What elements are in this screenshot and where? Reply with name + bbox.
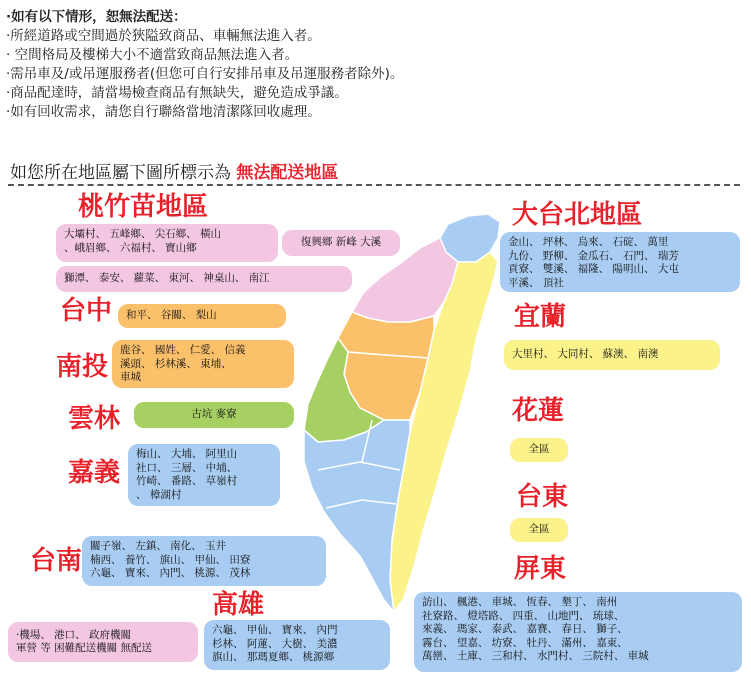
region-taipei: 大台北地區 xyxy=(512,200,643,230)
area-text: 獅潭、 泰安、 蘿菜、 東河、 神桌山、 南江 xyxy=(64,272,270,285)
dashed-divider xyxy=(8,184,740,186)
area-text: 關子嶺、 左鎮、 南化、 玉井 楠西、 養竹、 旗山、 甲仙、 田寮 六龜、 寶來、 內門、 桃源、 茂林 xyxy=(90,540,251,579)
region-chiayi: 嘉義 xyxy=(68,458,121,488)
note-line: · 空間格局及樓梯大小不適當致商品無法進入者。 xyxy=(6,47,299,63)
area-box-tainan xyxy=(82,536,326,586)
map-subtitle xyxy=(10,158,338,183)
region-tainan: 台南 xyxy=(30,546,83,576)
area-box-yunlin xyxy=(134,402,294,428)
area-box-nantou xyxy=(112,340,294,388)
area-text: 復興鄉 新峰 大溪 xyxy=(300,236,382,249)
area-box-taichung xyxy=(118,304,286,328)
note-line: ·商品配達時，請當場檢查商品有無缺失，避免造成爭議。 xyxy=(6,85,348,101)
subtitle-highlight: 無法配送地區 xyxy=(236,163,339,183)
area-box-taoyuan-1 xyxy=(56,224,278,262)
area-text: 和平、 谷關、 梨山 xyxy=(126,309,217,322)
region-kaohsiung: 高雄 xyxy=(212,590,265,620)
area-box-taoyuan-2 xyxy=(282,230,400,256)
area-text: 大里村、 大同村、 蘇澳、 南澳 xyxy=(512,348,659,361)
area-box-kaohsiung-1 xyxy=(8,622,198,662)
region-taichung: 台中 xyxy=(60,296,113,326)
region-taoyuan: 桃竹苗地區 xyxy=(78,192,209,222)
area-text: 金山、 坪林、 烏來、 石碇、 萬里 九份、 野柳、 金瓜石、 石門、 瑞芳 貢寮、 雙溪、 福隆、 陽明山、 大屯 平溪、 頂社 xyxy=(508,236,679,289)
note-line: ·如有回收需求，請您自行聯絡當地清潔隊回收處理。 xyxy=(6,104,321,120)
area-box-chiayi xyxy=(128,444,280,506)
area-box-pingtung xyxy=(414,592,742,672)
area-text: ·機場、 港口、 政府機關 軍營 等 困難配送機關 無配送 xyxy=(16,628,153,654)
region-pingtung: 屏東 xyxy=(514,554,567,584)
area-box-yilan xyxy=(504,340,720,370)
note-line: ·所經道路或空間過於狹隘致商品、車輛無法進入者。 xyxy=(6,28,321,44)
area-box-taoyuan-3 xyxy=(56,266,352,292)
area-text: 訪山、 楓港、 車城、 恆春、 墾丁、 南州 社寮路、 燈塔路、 四重、 山地門、 琉球、 來義、 瑪家、 泰武、 嘉賽、 春日、 獅子、 霧台、 望嘉、 坊寮、 牡丹、 滿州、 嘉東、 萬巒、 土庫、 三和村、 水門村、 三院村、 車城 xyxy=(422,596,649,662)
area-text: 鹿谷、 國姓、 仁愛、 信義 溪頭、 杉林溪、 東埔、 車城 xyxy=(120,344,246,383)
region-hualien: 花蓮 xyxy=(512,396,565,426)
area-text: 大壩村、 五峰鄉、 尖石鄉、 橫山 、峨眉鄉、 六福村、 寶山鄉 xyxy=(64,228,222,254)
subtitle-text: 如您所在地區屬下圖所標示為 xyxy=(10,163,231,183)
area-box-taitung xyxy=(510,518,568,542)
area-text: 全區 xyxy=(528,443,550,456)
region-nantou: 南投 xyxy=(56,352,109,382)
region-yunlin: 雲林 xyxy=(68,404,121,434)
area-box-taipei xyxy=(500,232,740,292)
area-text: 六龜、 甲仙、 寶來、 內門 杉林、 阿蓮、 大樹、 美濃 旗山、 那瑪夏鄉、 桃源鄉 xyxy=(212,624,338,663)
area-text: 古坑 麥寮 xyxy=(191,408,237,421)
region-taitung: 台東 xyxy=(516,482,569,512)
note-line: ·需吊車及/或吊運服務者(但您可自行安排吊車及吊運服務者除外)。 xyxy=(6,66,404,82)
area-text: 梅山、 大埔、 阿里山 社口、 三層、 中埔、 竹崎、 番路、 草嶺村 、 樟湖村 xyxy=(136,448,238,501)
area-box-hualien xyxy=(510,438,568,462)
notes-heading: ·如有以下情形，恕無法配送： xyxy=(6,9,187,25)
area-text: 全區 xyxy=(528,523,550,536)
notes-section xyxy=(6,8,566,122)
region-yilan: 宜蘭 xyxy=(514,302,567,332)
area-box-kaohsiung-2 xyxy=(204,620,390,670)
